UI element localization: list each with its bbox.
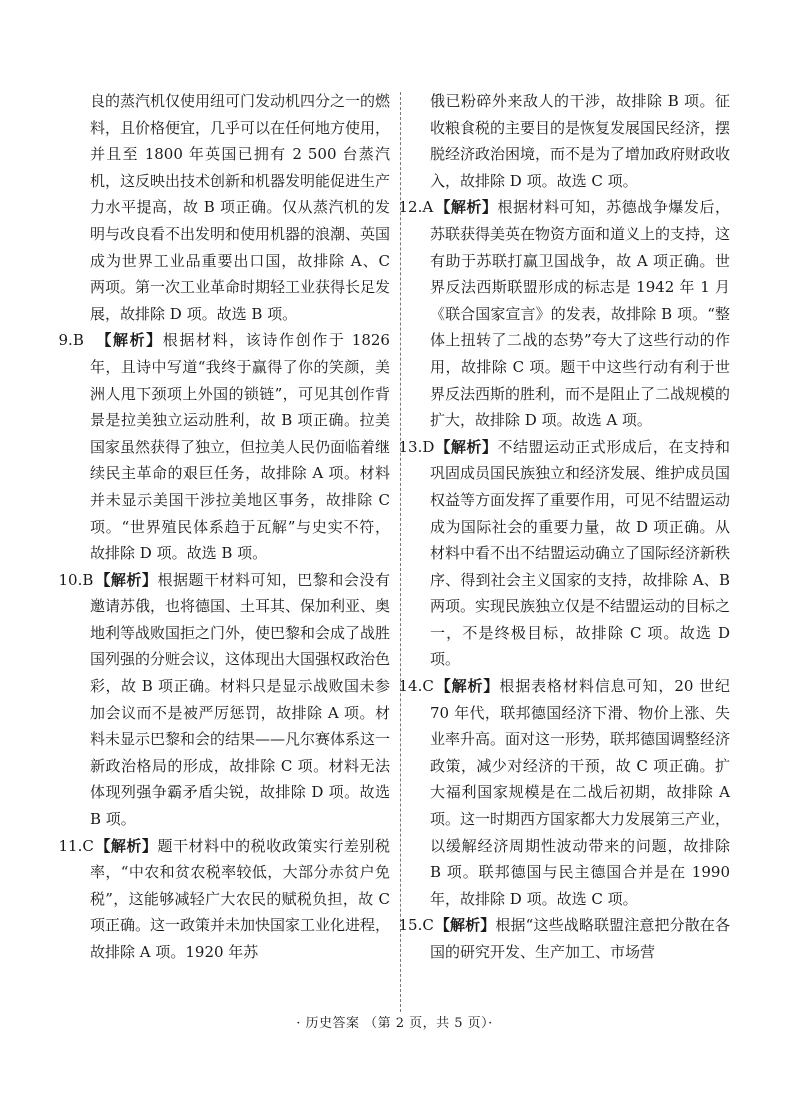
item-answer: C bbox=[422, 677, 434, 696]
item-answer: A bbox=[422, 198, 434, 217]
analysis-tag: 【解析】 bbox=[435, 198, 498, 217]
answer-item-12 bbox=[398, 194, 731, 433]
item-text: 不结盟运动正式形成后，在支持和巩固成员国民族独立和经济发展、维护成员国权益等方面发挥了重要作用，可见不结盟运动成为国际社会的重要力量，故 D 项正确。从材料中看不出不结盟运动确立了国际经济新秩序、得到社会主义国家的支持，故排除 A、B 两项。实现民族独立仅是不结盟运动的目标之一，不是终极目标，故排除 C 项。故选 D 项。 bbox=[430, 437, 731, 669]
item-text: 根据题干材料可知，巴黎和会没有邀请苏俄，也将德国、土耳其、保加利亚、奥地利等战败国拒之门外，使巴黎和会成了战胜国列强的分赃会议，这体现出大国强权政治色彩，故 B 项正确。材料只是显示战败国未参加会议而不是被严厉惩罚，故排除 A 项。材料未显示巴黎和会的结果——凡尔赛体系这一新政治格局的形成，故排除 C 项。材料无法体现列强争霸矛盾尖锐，故排除 D 项。故选 B 项。 bbox=[90, 570, 391, 829]
answer-item-11 bbox=[58, 833, 391, 966]
analysis-tag: 【解析】 bbox=[435, 677, 500, 696]
item-answer: C bbox=[422, 916, 434, 935]
analysis-tag: 【解析】 bbox=[95, 570, 158, 589]
left-column bbox=[58, 88, 391, 966]
analysis-tag: 【解析】 bbox=[435, 437, 498, 456]
left-intro-paragraph: 良的蒸汽机仅使用纽可门发动机四分之一的燃料，且价格便宜，几乎可以在任何地方使用，并且至 1800 年英国已拥有 2 500 台蒸汽机，这反映出技术创新和机器发明能促进生产力水平提高，故 B 项正确。仅从蒸汽机的发明与改良看不出发明和使用机器的浪潮、英国成为世界工业品重要出口国，故排除 A、C 两项。第一次工业革命时期轻工业获得长足发展，故排除 D 项。故选 B 项。 bbox=[90, 92, 391, 323]
item-text: 根据“这些战略联盟注意把分散在各国的研究开发、生产加工、市场营 bbox=[430, 916, 730, 961]
column-divider bbox=[400, 92, 401, 1012]
answer-item-15 bbox=[398, 912, 730, 965]
item-number: 9. bbox=[58, 331, 73, 350]
item-number: 11. bbox=[58, 836, 83, 855]
item-text: 根据材料，该诗作创作于 1826 年，且诗中写道“我终于赢得了你的笑颜，美洲人甩下颈项上外国的锁链”，可见其创作背景是拉美独立运动胜利，故 B 项正确。拉美国家虽然获得了独立，但拉美人民仍面临着继续民主革命的艰巨任务，故排除 A 项。材料并未显示美国干涉拉美地区事务，故排除 C 项。“世界殖民体系趋于瓦解”与史实不符，故排除 D 项。故选 B 项。 bbox=[90, 331, 391, 563]
item-number: 15. bbox=[398, 916, 423, 935]
item-number: 12. bbox=[398, 198, 423, 217]
item-text: 题干材料中的税收政策实行差别税率，“中农和贫农税率较低，大部分赤贫户免税”，这能够减轻广大农民的赋税负担，故 C 项正确。这一政策并未加快国家工业化进程，故排除 A 项。1920 年苏 bbox=[90, 836, 391, 961]
answer-item-13 bbox=[398, 434, 731, 673]
item-answer: D bbox=[422, 437, 435, 456]
item-text: 根据表格材料信息可知，20 世纪 70 年代，联邦德国经济下滑、物价上涨、失业率升高。面对这一形势，联邦德国调整经济政策，减少对经济的干预，故 C 项正确。扩大福利国家规模是在二战后初期，故排除 A 项。这一时期西方国家都大力发展第三产业，以缓解经济周期性波动带来的问题，故排除 B 项。联邦德国与民主德国合并是在 1990 年，故排除 D 项。故选 C 项。 bbox=[430, 677, 731, 908]
analysis-tag: 【解析】 bbox=[434, 916, 496, 935]
item-answer: C bbox=[82, 836, 94, 855]
analysis-tag: 【解析】 bbox=[96, 331, 163, 350]
item-number: 10. bbox=[58, 570, 83, 589]
item-answer: B bbox=[72, 331, 84, 350]
page-footer: · 历史答案 （第 2 页，共 5 页）· bbox=[296, 1016, 493, 1031]
item-number: 14. bbox=[398, 677, 423, 696]
item-text: 根据材料可知，苏德战争爆发后，苏联获得美英在物资方面和道义上的支持，这有助于苏联打赢卫国战争，故 A 项正确。世界反法西斯联盟形成的标志是 1942 年 1 月《联合国家宣言》的发表，故排除 B 项。“整体上扭转了二战的态势”夸大了这些行动的作用，故排除 C 项。题干中这些行动有利于世界反法西斯的胜利，而不是阻止了二战规模的扩大，故排除 D 项。故选 A 项。 bbox=[430, 198, 731, 430]
right-intro-paragraph: 俄已粉碎外来敌人的干涉，故排除 B 项。征收粮食税的主要目的是恢复发展国民经济，摆脱经济政治困境，而不是为了增加政府财政收入，故排除 D 项。故选 C 项。 bbox=[430, 92, 731, 190]
answer-item-14 bbox=[398, 673, 731, 912]
item-number: 13. bbox=[398, 437, 423, 456]
answer-item-9 bbox=[58, 327, 391, 566]
analysis-tag: 【解析】 bbox=[95, 836, 158, 855]
item-answer: B bbox=[82, 570, 94, 589]
answer-item-10 bbox=[58, 567, 391, 833]
right-column bbox=[398, 88, 731, 966]
